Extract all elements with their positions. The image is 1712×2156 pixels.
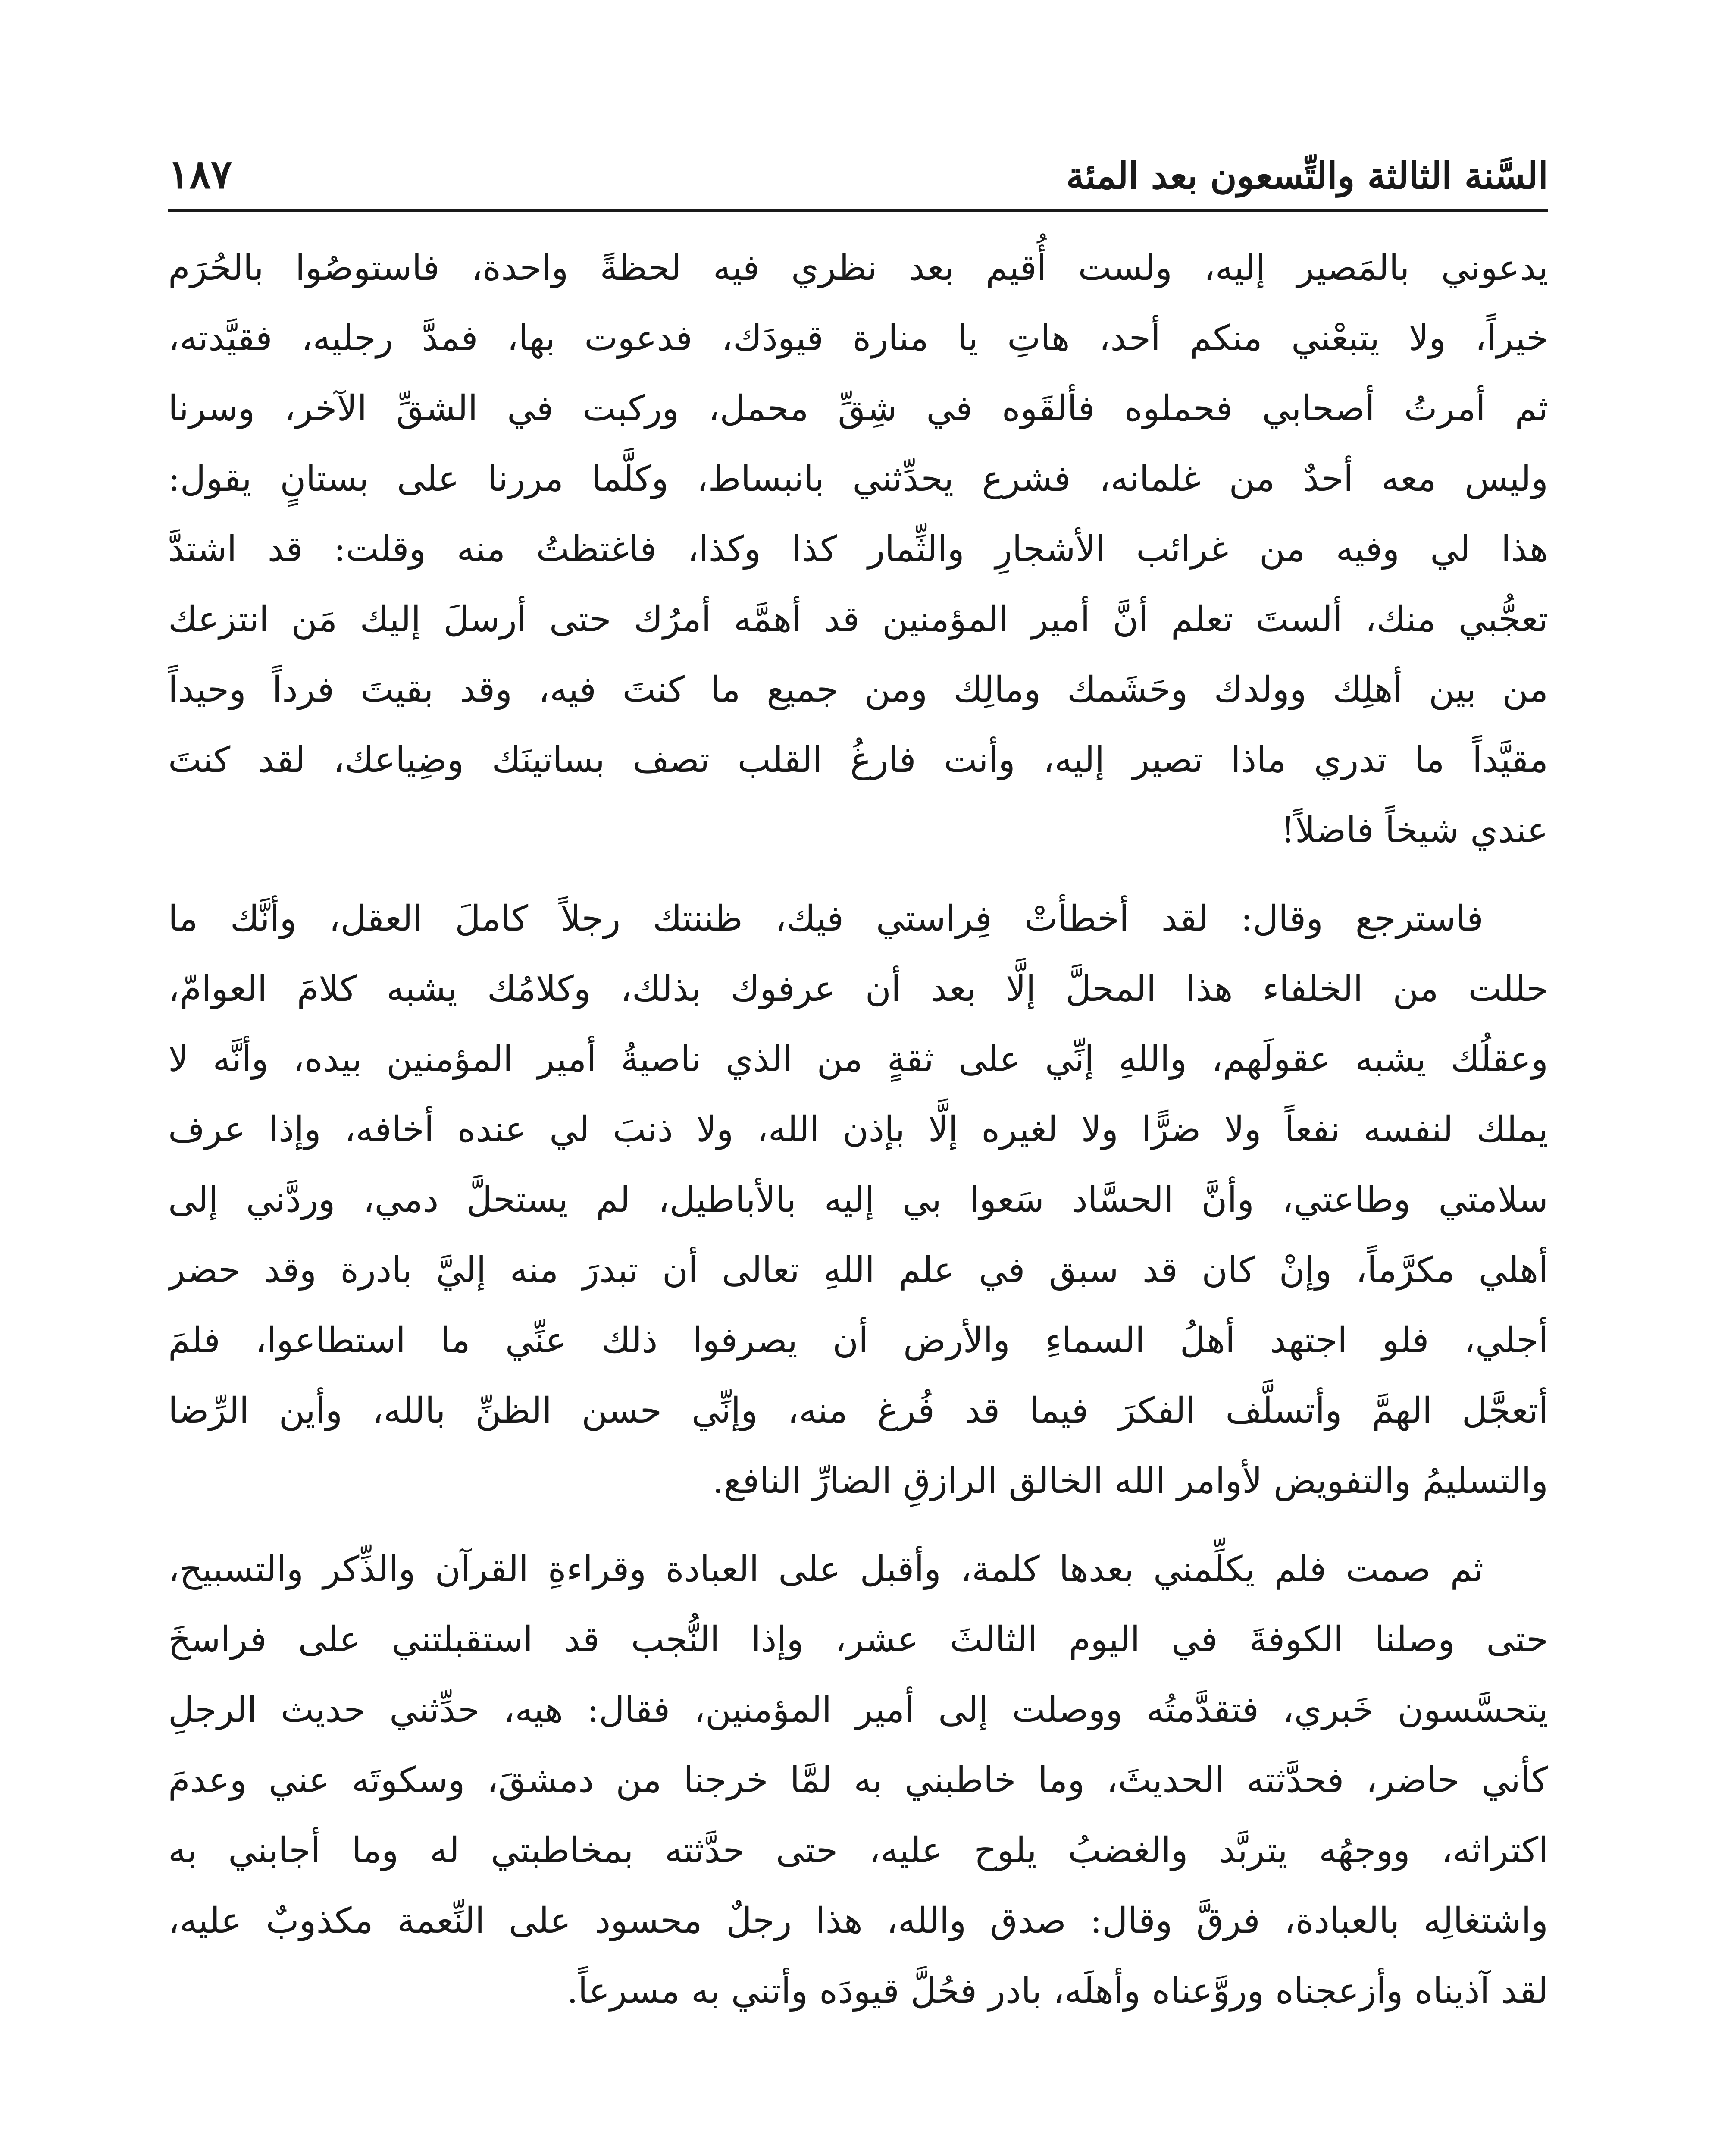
running-title: السَّنة الثالثة والتِّسعون بعد المئة	[1066, 154, 1548, 197]
text-line: وعقلُك يشبه عقولَهم، واللهِ إنِّي على ثقةٍ من الذي ناصيةُ أمير المؤمنين بيده، وأنَّه لا	[168, 1039, 1548, 1080]
text-line: حللت من الخلفاء هذا المحلَّ إلَّا بعد أن عرفوك بذلك، وكلامُك يشبه كلامَ العوامّ،	[168, 968, 1548, 1009]
text-line: أتعجَّل الهمَّ وأتسلَّف الفكرَ فيما قد فُرغ منه، وإنِّي حسن الظنِّ بالله، وأين الرِّضا	[168, 1390, 1548, 1431]
text-line: واشتغالِه بالعبادة، فرقَّ وقال: صدق والله، هذا رجلٌ محسود على النِّعمة مكذوبٌ عليه،	[168, 1900, 1548, 1941]
header-divider	[168, 209, 1548, 212]
text-line: يملك لنفسه نفعاً ولا ضرًّا ولا لغيره إلَّا بإذن الله، ولا ذنبَ لي عنده أخافه، وإذا عرف	[168, 1109, 1548, 1150]
paragraph	[168, 233, 1548, 865]
text-line: أجلي، فلو اجتهد أهلُ السماءِ والأرض أن يصرفوا ذلك عنِّي ما استطاعوا، فلمَ	[168, 1320, 1548, 1361]
text-line: اكتراثه، ووجهُه يتربَّد والغضبُ يلوح عليه، حتى حدَّثته بمخاطبتي له وما أجابني به	[168, 1830, 1548, 1871]
text-line: تعجُّبي منك، ألستَ تعلم أنَّ أمير المؤمنين قد أهمَّه أمرُك حتى أرسلَ إليك مَن انتزعك	[168, 599, 1548, 640]
paragraph	[168, 884, 1548, 1516]
page-header	[168, 142, 1548, 197]
text-line: والتسليمُ والتفويض لأوامر الله الخالق الرازقِ الضارِّ النافع.	[712, 1460, 1548, 1501]
text-line: ثم أمرتُ أصحابي فحملوه فألقَوه في شِقِّ محمل، وركبت في الشقِّ الآخر، وسرنا	[168, 388, 1548, 429]
body-text	[168, 233, 1548, 2026]
text-line: يدعوني بالمَصير إليه، ولست أُقيم بعد نظري فيه لحظةً واحدة، فاستوصُوا بالحُرَم	[168, 248, 1548, 288]
text-line: لقد آذيناه وأزعجناه وروَّعناه وأهلَه، بادر فحُلَّ قيودَه وأتني به مسرعاً.	[566, 1971, 1548, 2012]
paragraph	[168, 1534, 1548, 2026]
text-line: فاسترجع وقال: لقد أخطأتْ فِراستي فيك، ظننتك رجلاً كاملَ العقل، وأنَّك ما	[168, 898, 1484, 939]
text-line: ثم صمت فلم يكلِّمني بعدها كلمة، وأقبل على العبادة وقراءةِ القرآن والذِّكر والتسبيح،	[168, 1549, 1484, 1590]
text-line: حتى وصلنا الكوفةَ في اليوم الثالثَ عشر، وإذا النُّجب قد استقبلتني على فراسخَ	[168, 1619, 1548, 1660]
text-line: وليس معه أحدٌ من غلمانه، فشرع يحدِّثني بانبساط، وكلَّما مررنا على بستانٍ يقول:	[168, 458, 1548, 499]
text-line: أهلي مكرَّماً، وإنْ كان قد سبق في علم اللهِ تعالى أن تبدرَ منه إليَّ بادرة وقد حضر	[168, 1250, 1548, 1291]
text-line: كأني حاضر، فحدَّثته الحديثَ، وما خاطبني به لمَّا خرجنا من دمشقَ، وسكوتَه عني وعدمَ	[168, 1760, 1548, 1801]
text-line: عندي شيخاً فاضلاً!	[1280, 810, 1548, 851]
page-number: ١٨٧	[168, 151, 232, 197]
text-line: يتحسَّسون خَبري، فتقدَّمتُه ووصلت إلى أمير المؤمنين، فقال: هيه، حدِّثني حديث الرجلِ	[168, 1689, 1548, 1730]
text-line: سلامتي وطاعتي، وأنَّ الحسَّاد سَعوا بي إليه بالأباطيل، لم يستحلَّ دمي، وردَّني إلى	[168, 1179, 1548, 1220]
text-line: خيراً، ولا يتبعْني منكم أحد، هاتِ يا منارة قيودَك، فدعوت بها، فمدَّ رجليه، فقيَّدته،	[168, 318, 1548, 359]
text-line: مقيَّداً ما تدري ماذا تصير إليه، وأنت فارغُ القلب تصف بساتينَك وضِياعك، لقد كنتَ	[168, 740, 1548, 780]
text-line: هذا لي وفيه من غرائب الأشجارِ والثِّمار كذا وكذا، فاغتظتُ منه وقلت: قد اشتدَّ	[168, 529, 1548, 570]
text-line: من بين أهلِك وولدك وحَشَمك ومالِك ومن جميع ما كنتَ فيه، وقد بقيتَ فرداً وحيداً	[168, 669, 1548, 710]
